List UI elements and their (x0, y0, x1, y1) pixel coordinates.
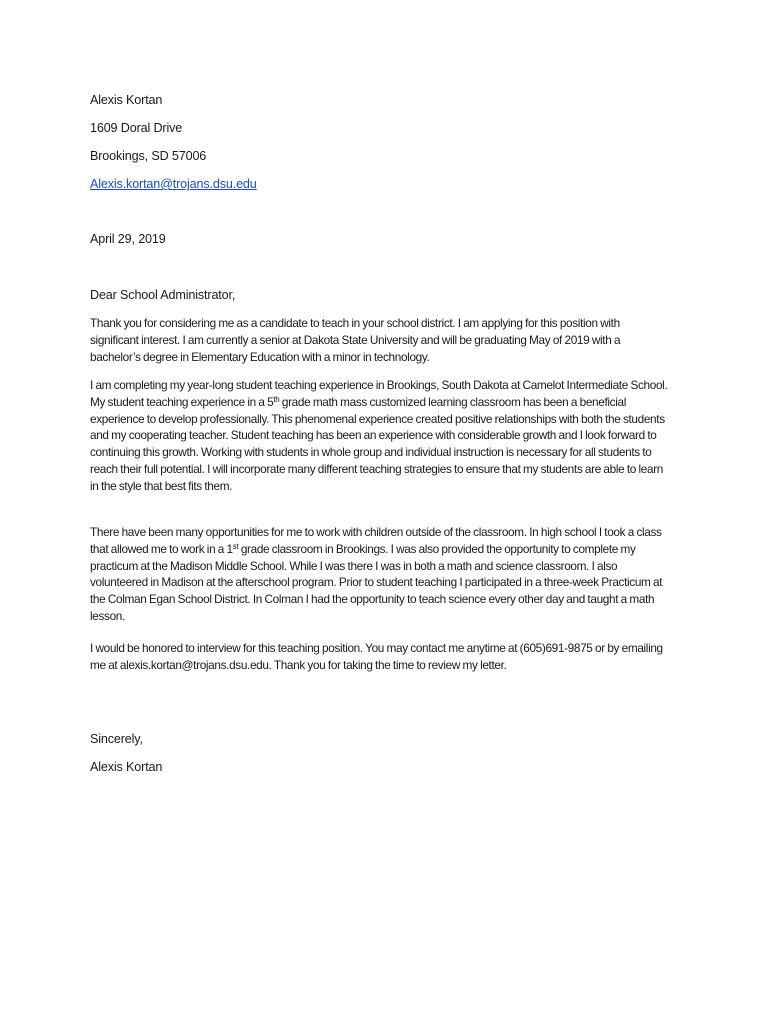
paragraph-3-text-end: grade classroom in Brookings. I was also provided the opportunity to complete my practicum at the Madison Middle School. While I was there I was in both a math and science classroom. I also volunteered in Madison at the afterschool program. Prior to student teaching I participated in a three-week Practicum at the Colman Egan School District. In Colman I had the opportunity to teach science every other day and taught a math lesson. (90, 541, 663, 623)
sender-city-state-zip: Brookings, SD 57006 (90, 149, 207, 163)
letter-date: April 29, 2019 (90, 232, 166, 246)
sender-street: 1609 Doral Drive (90, 121, 183, 135)
paragraph-1-text: Thank you for considering me as a candidate to teach in your school district. I am applying for this position with significant interest. I am currently a senior at Dakota State University and will be graduating May of 2019 with a bachelor’s degree in Elementary Education with a minor in technology. (90, 316, 621, 364)
paragraph-4-text: I would be honored to interview for this teaching position. You may contact me anytime at (605)691-9875 or by emailing me at alexis.kortan@trojans.dsu.edu. Thank you for taking the time to review my letter. (90, 641, 663, 672)
paragraph-2-text-start: I am completing my year-long student teaching experience in Brookings, South Dakota at Camelot Intermediate School. My student teaching experience in a 5 (90, 378, 668, 409)
paragraph-2-text-end: grade math mass customized learning classroom has been a beneficial experience to develop professionally. This phenomenal experience created positive relationships with both the students and my cooperating teacher. Student teaching has been an experience with considerable growth and I look forward to continuing this growth. Working with students in whole group and individual instruction is necessary for all students to reach their full potential. I will incorporate many different teaching strategies to ensure that my students are able to learn in the style that best fits them. (90, 394, 665, 493)
body-paragraph-4 (90, 640, 668, 674)
body-paragraph-3 (90, 524, 668, 625)
signature-name: Alexis Kortan (90, 760, 163, 774)
ordinal-suffix-st: st (232, 541, 239, 551)
sender-name: Alexis Kortan (90, 93, 163, 107)
closing: Sincerely, (90, 732, 143, 746)
paragraph-3-text-start: There have been many opportunities for me to work with children outside of the classroom. In high school I took a class that allowed me to work in a 1 (90, 525, 662, 556)
sender-email-link[interactable]: Alexis.kortan@trojans.dsu.edu (90, 177, 257, 191)
body-paragraph-2 (90, 377, 668, 495)
ordinal-suffix-th: th (273, 394, 280, 404)
body-paragraph-1 (90, 315, 668, 365)
salutation: Dear School Administrator, (90, 288, 236, 302)
